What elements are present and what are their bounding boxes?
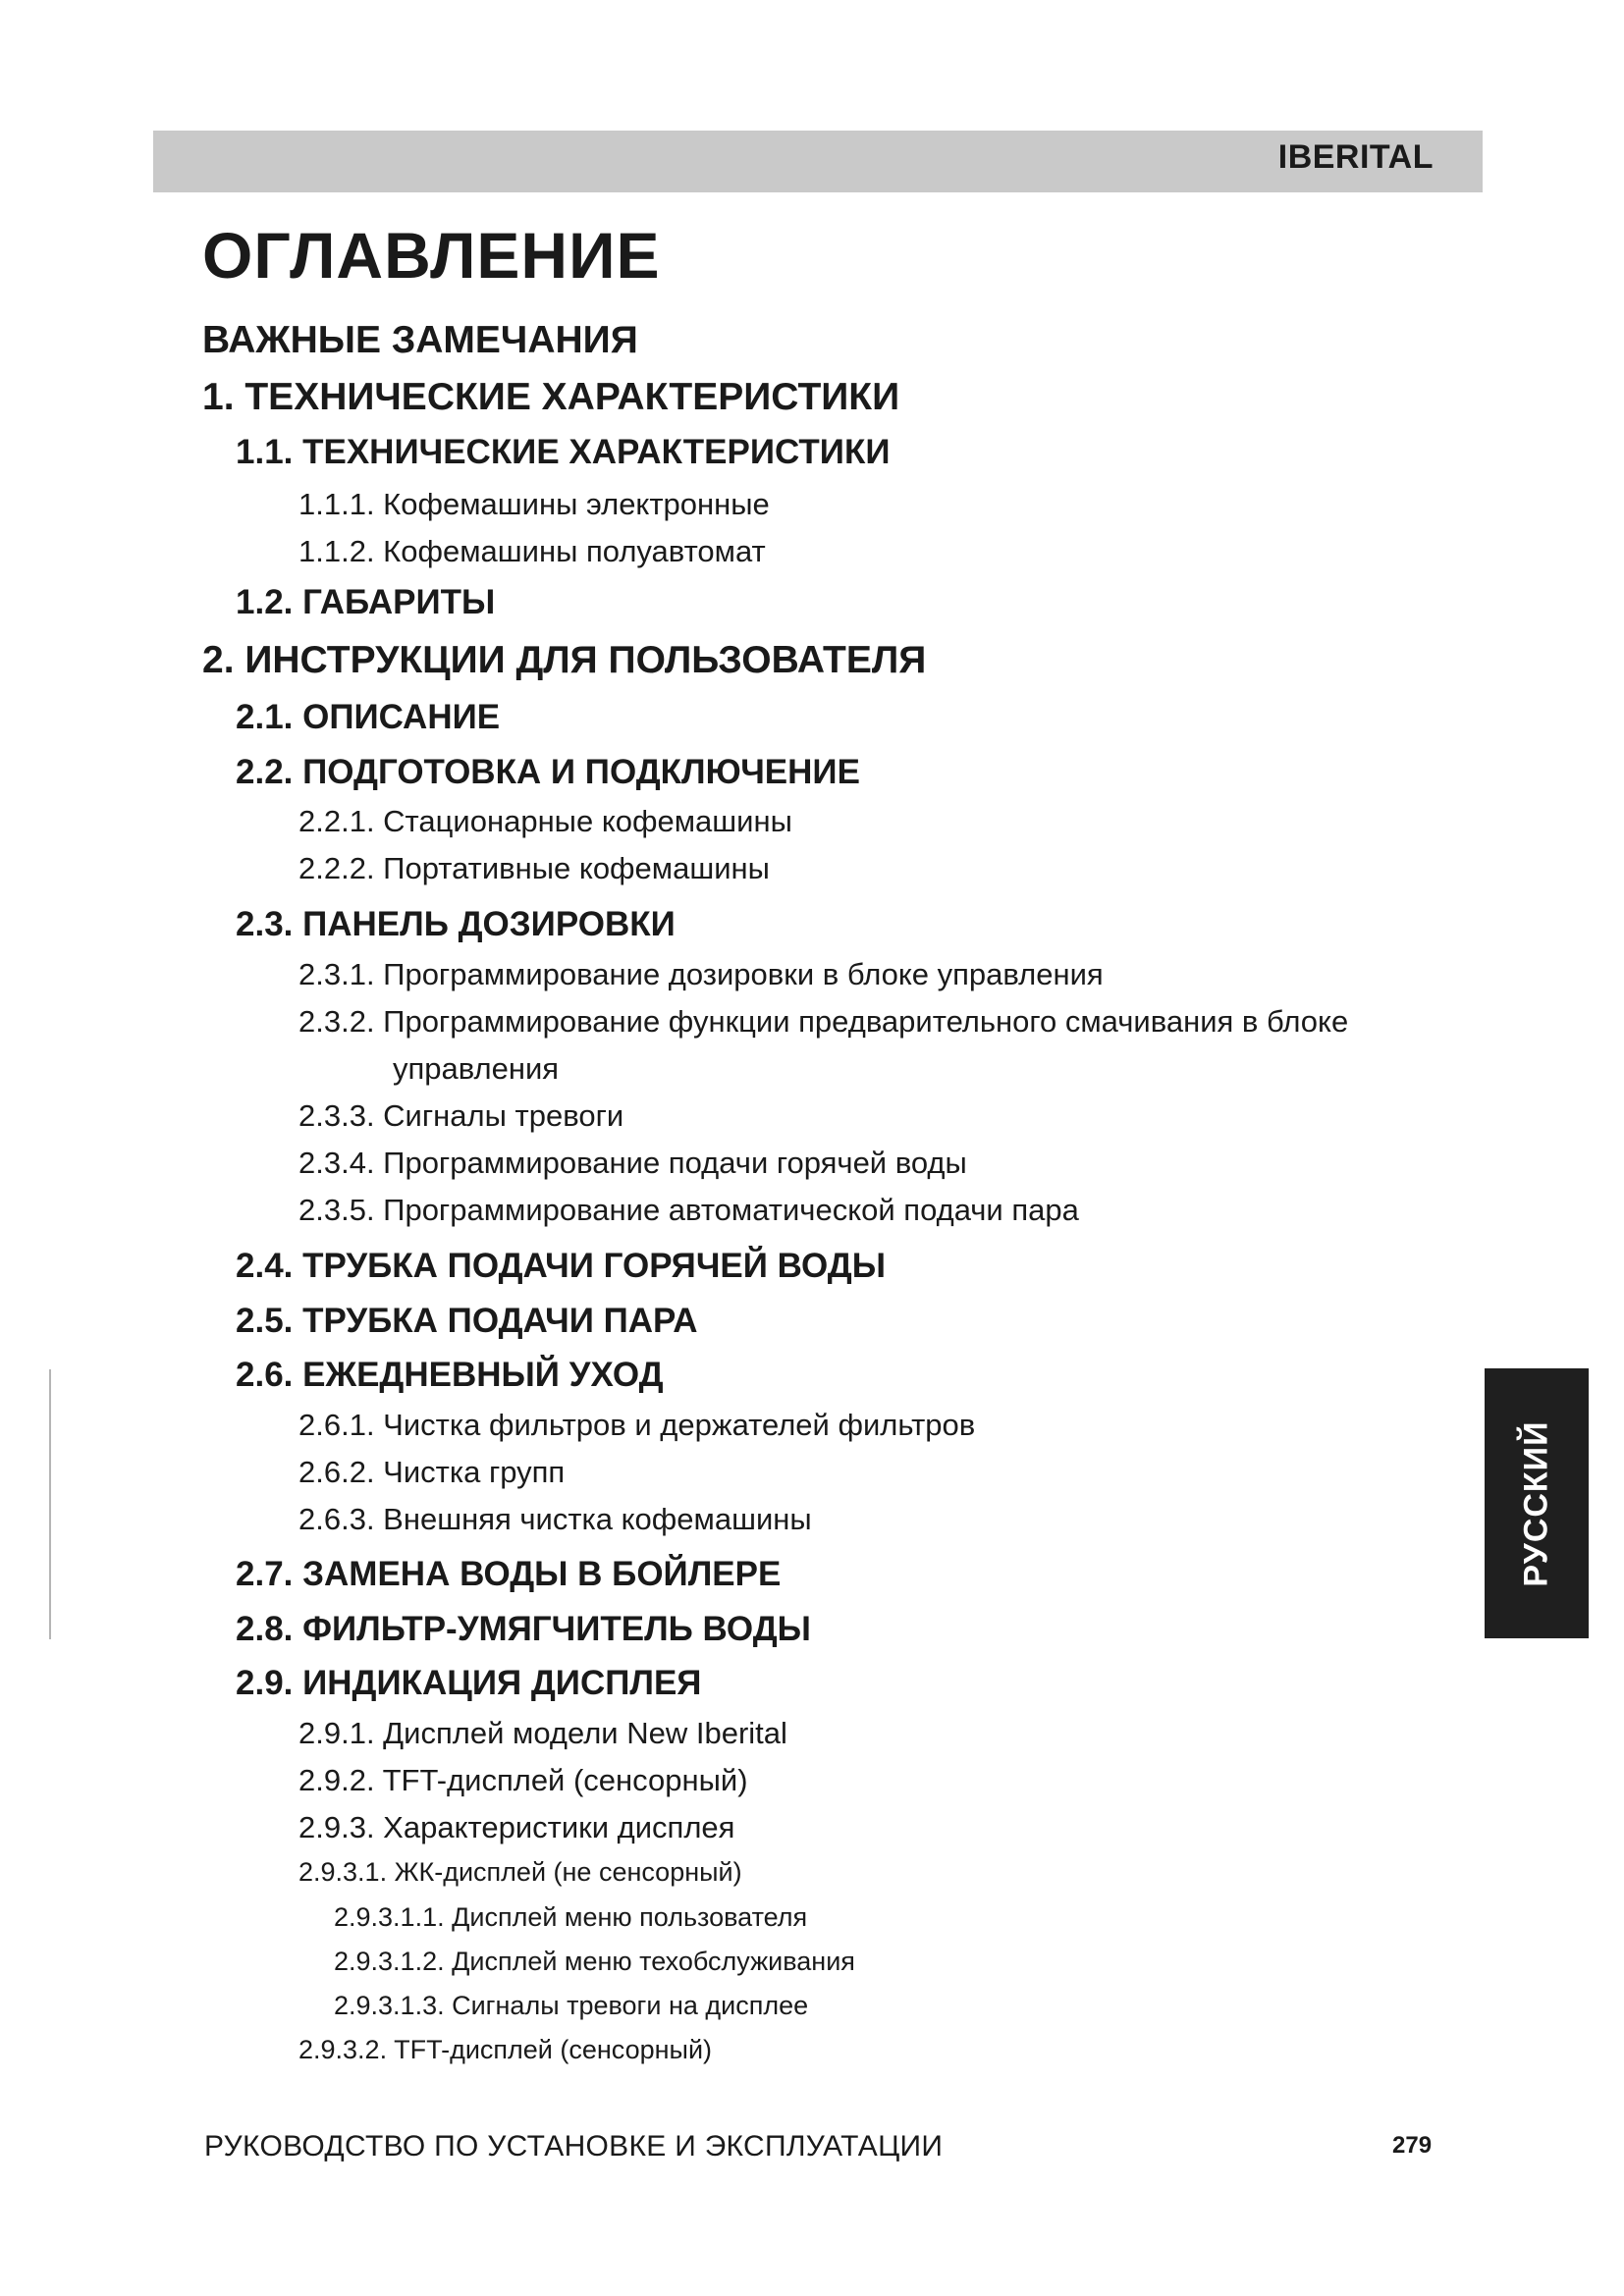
toc-entry: 2.1. ОПИСАНИЕ [236,698,501,736]
toc-entry: 2.8. ФИЛЬТР-УМЯГЧИТЕЛЬ ВОДЫ [236,1610,811,1648]
toc-entry: 2.3.5. Программирование автоматической подачи пара [298,1193,1079,1227]
margin-rule [49,1369,51,1639]
toc-entry: 2.3.4. Программирование подачи горячей воды [298,1146,967,1180]
page-number: 279 [1392,2132,1433,2159]
toc-entry: 2.9.3.1.3. Сигналы тревоги на дисплее [334,1991,809,2020]
language-tab-label: РУССКИЙ [1517,1419,1555,1587]
toc-entry: 1.2. ГАБАРИТЫ [236,583,496,621]
toc-entry: 2.9.3. Характеристики дисплея [298,1810,735,1844]
toc-entry: 2.6. ЕЖЕДНЕВНЫЙ УХОД [236,1356,664,1394]
toc-entry: 2.9.2. TFT-дисплей (сенсорный) [298,1763,748,1797]
toc-entry: 2.2.1. Стационарные кофемашины [298,804,792,838]
toc-entry: 2.6.3. Внешняя чистка кофемашины [298,1502,812,1536]
page-title: ОГЛАВЛЕНИЕ [202,219,661,292]
toc-entry: 2.3.2. Программирование функции предварительного смачивания в блоке [298,1004,1349,1039]
language-tab [1485,1368,1589,1638]
toc-entry: 2.4. ТРУБКА ПОДАЧИ ГОРЯЧЕЙ ВОДЫ [236,1247,887,1285]
toc-entry: 2.9. ИНДИКАЦИЯ ДИСПЛЕЯ [236,1664,702,1702]
toc-entry: 2.9.3.1.2. Дисплей меню техобслуживания [334,1947,855,1976]
toc-entry: 2.9.3.1. ЖК-дисплей (не сенсорный) [298,1857,742,1887]
footer-title: РУКОВОДСТВО ПО УСТАНОВКЕ И ЭКСПЛУАТАЦИИ [204,2130,944,2163]
toc-entry: 1. ТЕХНИЧЕСКИЕ ХАРАКТЕРИСТИКИ [202,376,900,418]
toc-entry: 2.2.2. Портативные кофемашины [298,851,770,885]
toc-entry: ВАЖНЫЕ ЗАМЕЧАНИЯ [202,319,638,361]
toc-entry: 2.6.1. Чистка фильтров и держателей фильтров [298,1408,976,1442]
toc-entry: 2.9.3.2. TFT-дисплей (сенсорный) [298,2035,713,2064]
toc-entry: управления [393,1051,560,1086]
toc-entry: 2.9.3.1.1. Дисплей меню пользователя [334,1902,808,1932]
toc-entry: 2.3.1. Программирование дозировки в блоке управления [298,957,1104,991]
brand-name: IBERITAL [1277,138,1434,176]
toc-entry: 2.7. ЗАМЕНА ВОДЫ В БОЙЛЕРЕ [236,1555,782,1593]
toc-entry: 2.3.3. Сигналы тревоги [298,1098,624,1133]
toc-entry: 2.3. ПАНЕЛЬ ДОЗИРОВКИ [236,905,676,943]
toc-entry: 2.2. ПОДГОТОВКА И ПОДКЛЮЧЕНИЕ [236,753,860,791]
toc-entry: 1.1.1. Кофемашины электронные [298,487,770,521]
toc-entry: 1.1.2. Кофемашины полуавтомат [298,534,766,568]
toc-entry: 2. ИНСТРУКЦИИ ДЛЯ ПОЛЬЗОВАТЕЛЯ [202,639,927,681]
toc-entry: 1.1. ТЕХНИЧЕСКИЕ ХАРАКТЕРИСТИКИ [236,433,891,471]
toc-entry: 2.5. ТРУБКА ПОДАЧИ ПАРА [236,1302,698,1340]
toc-entry: 2.9.1. Дисплей модели New Iberital [298,1716,787,1750]
toc-entry: 2.6.2. Чистка групп [298,1455,566,1489]
